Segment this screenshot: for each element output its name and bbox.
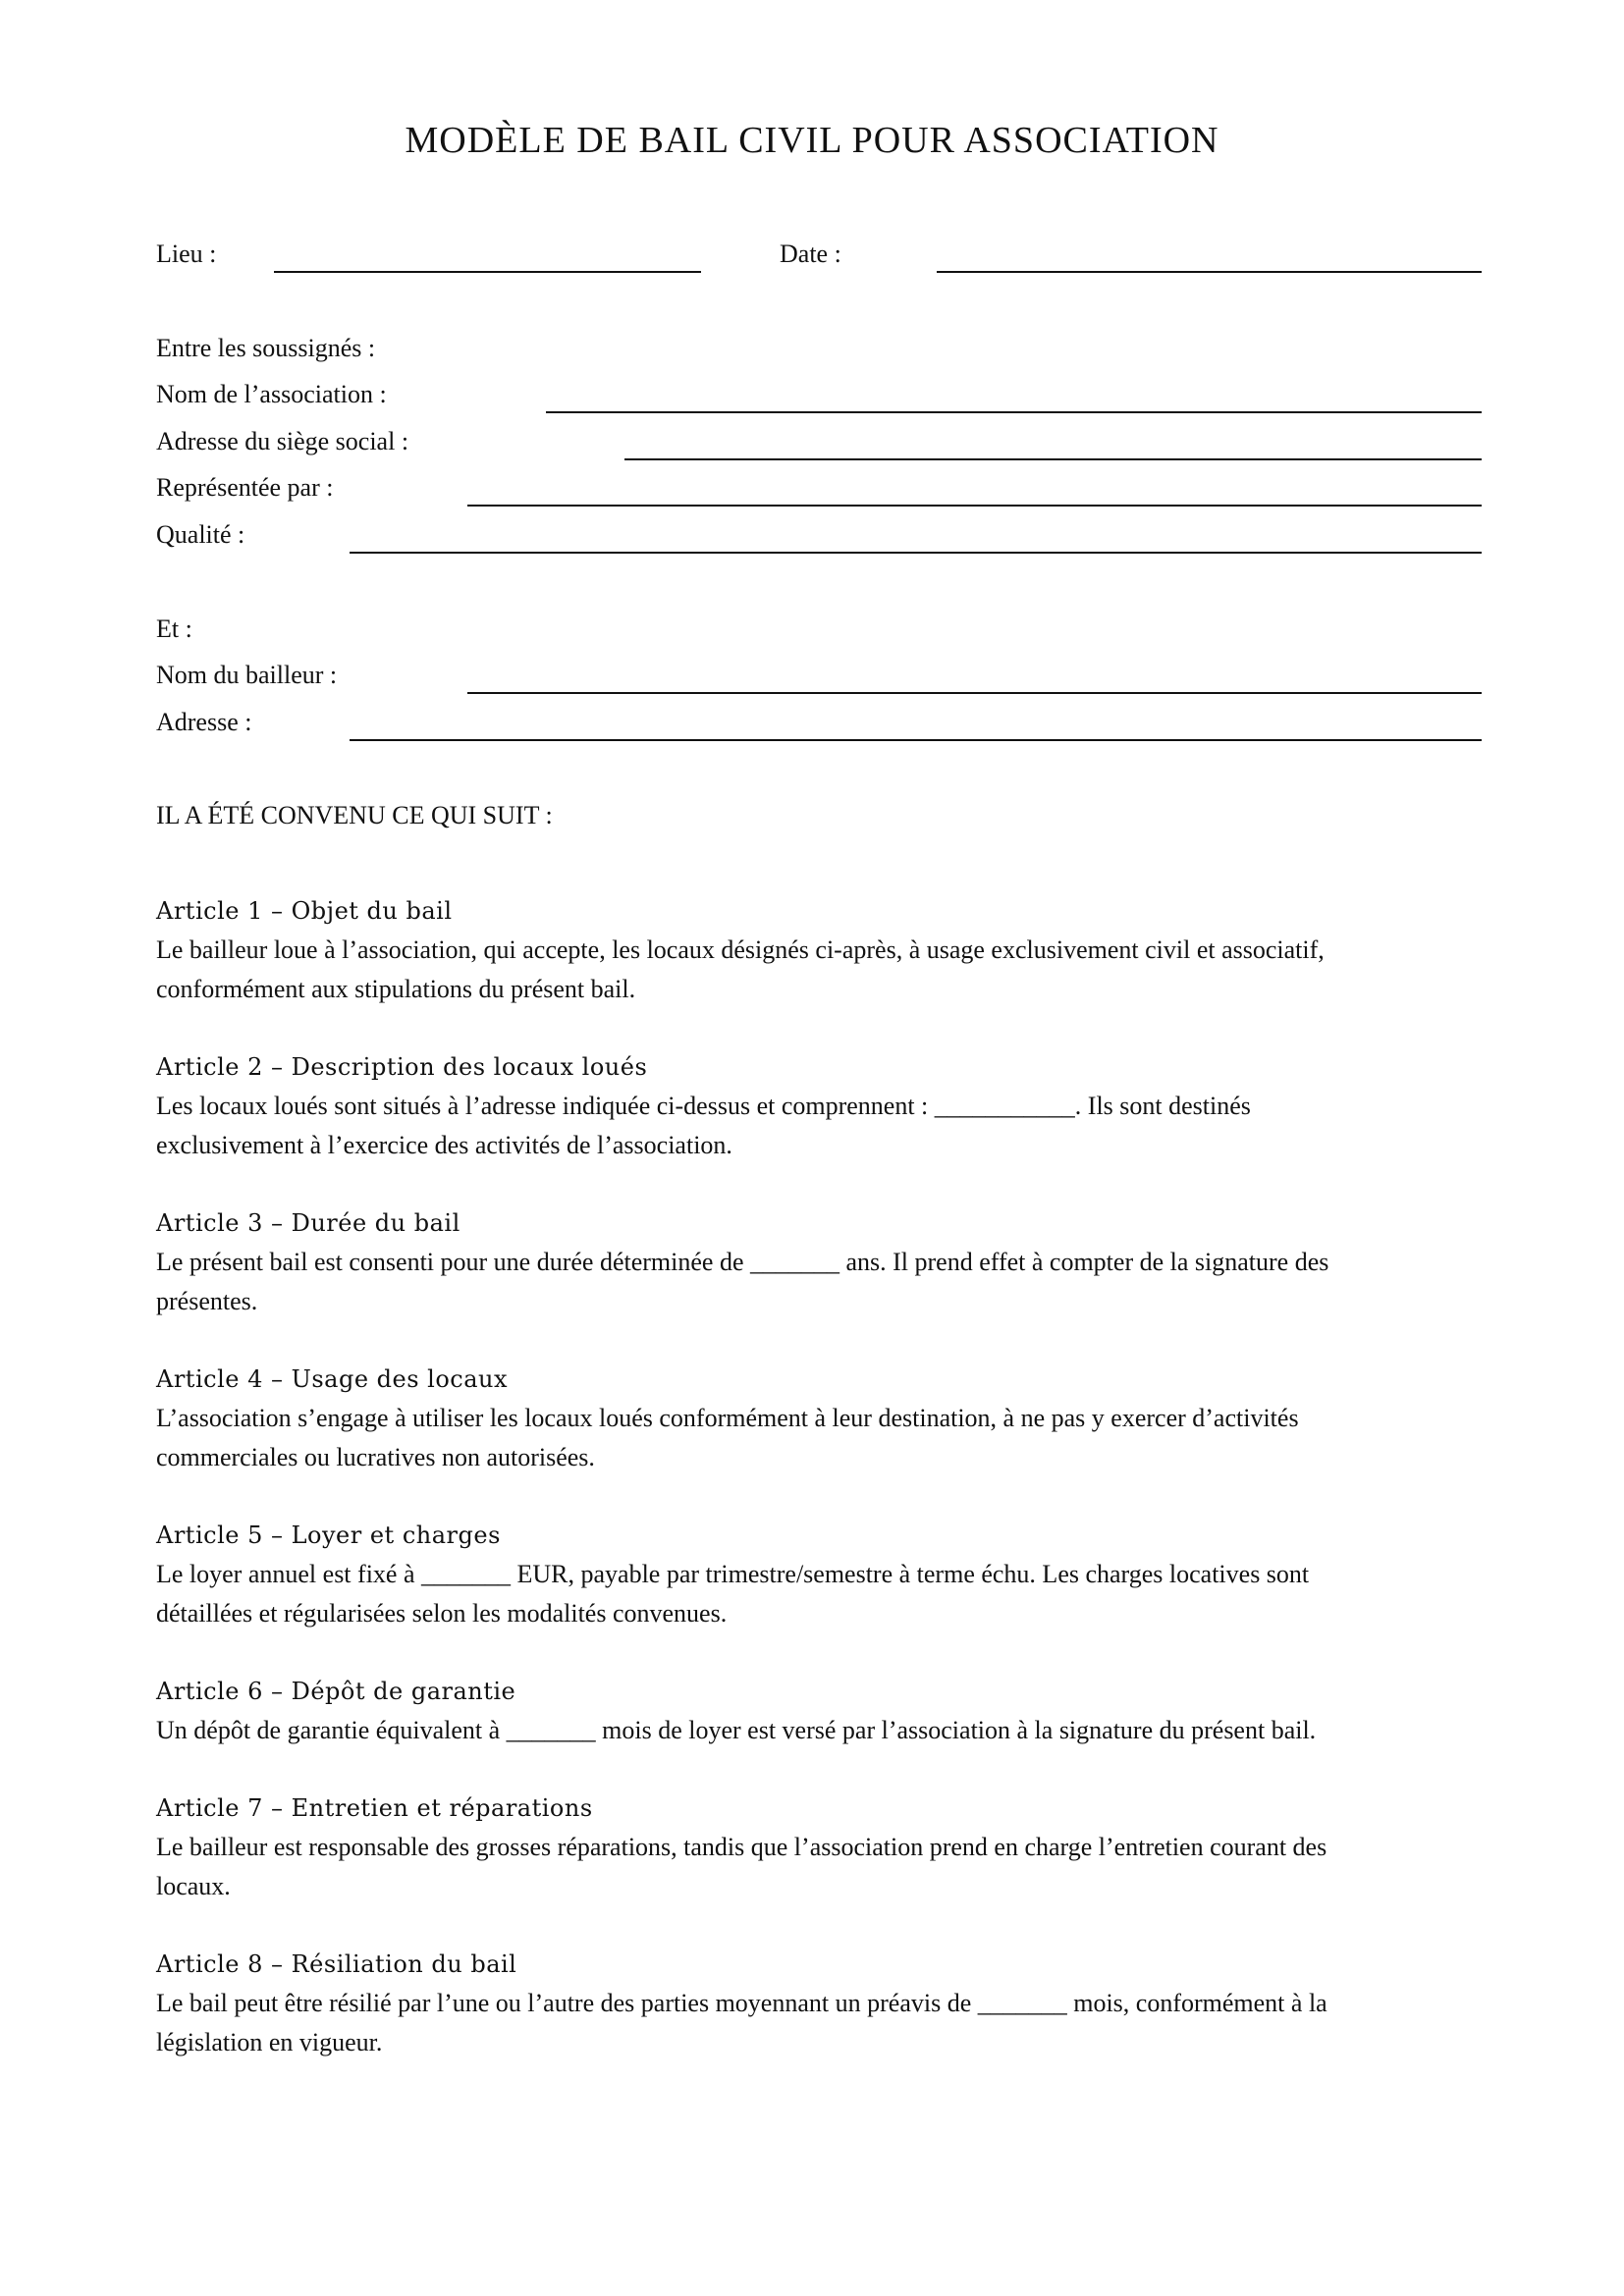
article-line: exclusivement à l’exercice des activités de l’association. — [156, 1131, 732, 1159]
article-title: Article 8 – Résiliation du bail — [156, 1950, 517, 1978]
article-3 — [156, 1203, 1472, 1321]
article-line: locaux. — [156, 1872, 231, 1900]
date-label: Date : — [780, 240, 841, 268]
association-address-field[interactable] — [624, 458, 1482, 460]
document-title: MODÈLE DE BAIL CIVIL POUR ASSOCIATION — [405, 120, 1219, 161]
association-name-label: Nom de l’association : — [156, 380, 387, 408]
article-line: Le présent bail est consenti pour une durée déterminée de _______ ans. Il prend effet à compter de la signature des — [156, 1248, 1329, 1276]
article-line: L’association s’engage à utiliser les locaux loués conformément à leur destination, à ne pas y exercer d’activités — [156, 1404, 1299, 1432]
and-label: Et : — [156, 614, 192, 643]
article-title: Article 7 – Entretien et réparations — [156, 1794, 593, 1822]
lieu-label: Lieu : — [156, 240, 217, 268]
article-line: Le bail peut être résilié par l’une ou l’autre des parties moyennant un préavis de _______ mois, conformément à la — [156, 1989, 1327, 2017]
article-title: Article 2 – Description des locaux loués — [156, 1053, 648, 1081]
article-line: Le bailleur est responsable des grosses réparations, tandis que l’association prend en charge l’entretien courant des — [156, 1833, 1327, 1861]
article-1 — [156, 891, 1472, 1009]
article-title: Article 4 – Usage des locaux — [156, 1365, 509, 1393]
landlord-name-label: Nom du bailleur : — [156, 661, 338, 689]
article-title: Article 3 – Durée du bail — [156, 1209, 460, 1237]
article-line: détaillées et régularisées selon les modalités convenues. — [156, 1599, 728, 1628]
article-title: Article 6 – Dépôt de garantie — [156, 1678, 516, 1705]
article-7 — [156, 1789, 1472, 1906]
article-title: Article 1 – Objet du bail — [156, 897, 453, 925]
article-6 — [156, 1672, 1472, 1750]
article-line: présentes. — [156, 1287, 258, 1315]
article-2 — [156, 1047, 1472, 1165]
parties-intro: Entre les soussignés : — [156, 334, 376, 362]
article-line: commerciales ou lucratives non autorisées. — [156, 1443, 595, 1471]
represented-by-field[interactable] — [467, 505, 1482, 507]
association-address-label: Adresse du siège social : — [156, 427, 409, 455]
represented-by-label: Représentée par : — [156, 473, 334, 502]
article-8 — [156, 1945, 1472, 2062]
quality-field[interactable] — [350, 552, 1482, 554]
landlord-address-field[interactable] — [350, 739, 1482, 741]
article-line: Le loyer annuel est fixé à _______ EUR, payable par trimestre/semestre à terme échu. Les charges locatives sont — [156, 1560, 1310, 1588]
article-5 — [156, 1516, 1472, 1633]
article-line: Le bailleur loue à l’association, qui accepte, les locaux désignés ci-après, à usage exclusivement civil et associatif, — [156, 935, 1325, 964]
landlord-name-field[interactable] — [467, 692, 1482, 694]
lieu-field[interactable] — [274, 271, 701, 273]
article-title: Article 5 – Loyer et charges — [156, 1522, 501, 1549]
landlord-address-label: Adresse : — [156, 708, 252, 736]
agreement-heading: IL A ÉTÉ CONVENU CE QUI SUIT : — [156, 801, 553, 829]
quality-label: Qualité : — [156, 520, 245, 549]
date-field[interactable] — [937, 271, 1482, 273]
article-line: conformément aux stipulations du présent bail. — [156, 975, 636, 1003]
article-line: Les locaux loués sont situés à l’adresse indiquée ci-dessus et comprennent : ___________. Ils sont destinés — [156, 1092, 1251, 1120]
association-name-field[interactable] — [546, 411, 1482, 413]
article-line: Un dépôt de garantie équivalent à _______ mois de loyer est versé par l’association à la signature du présent bail. — [156, 1716, 1317, 1744]
article-4 — [156, 1360, 1472, 1477]
article-line: législation en vigueur. — [156, 2028, 383, 2056]
